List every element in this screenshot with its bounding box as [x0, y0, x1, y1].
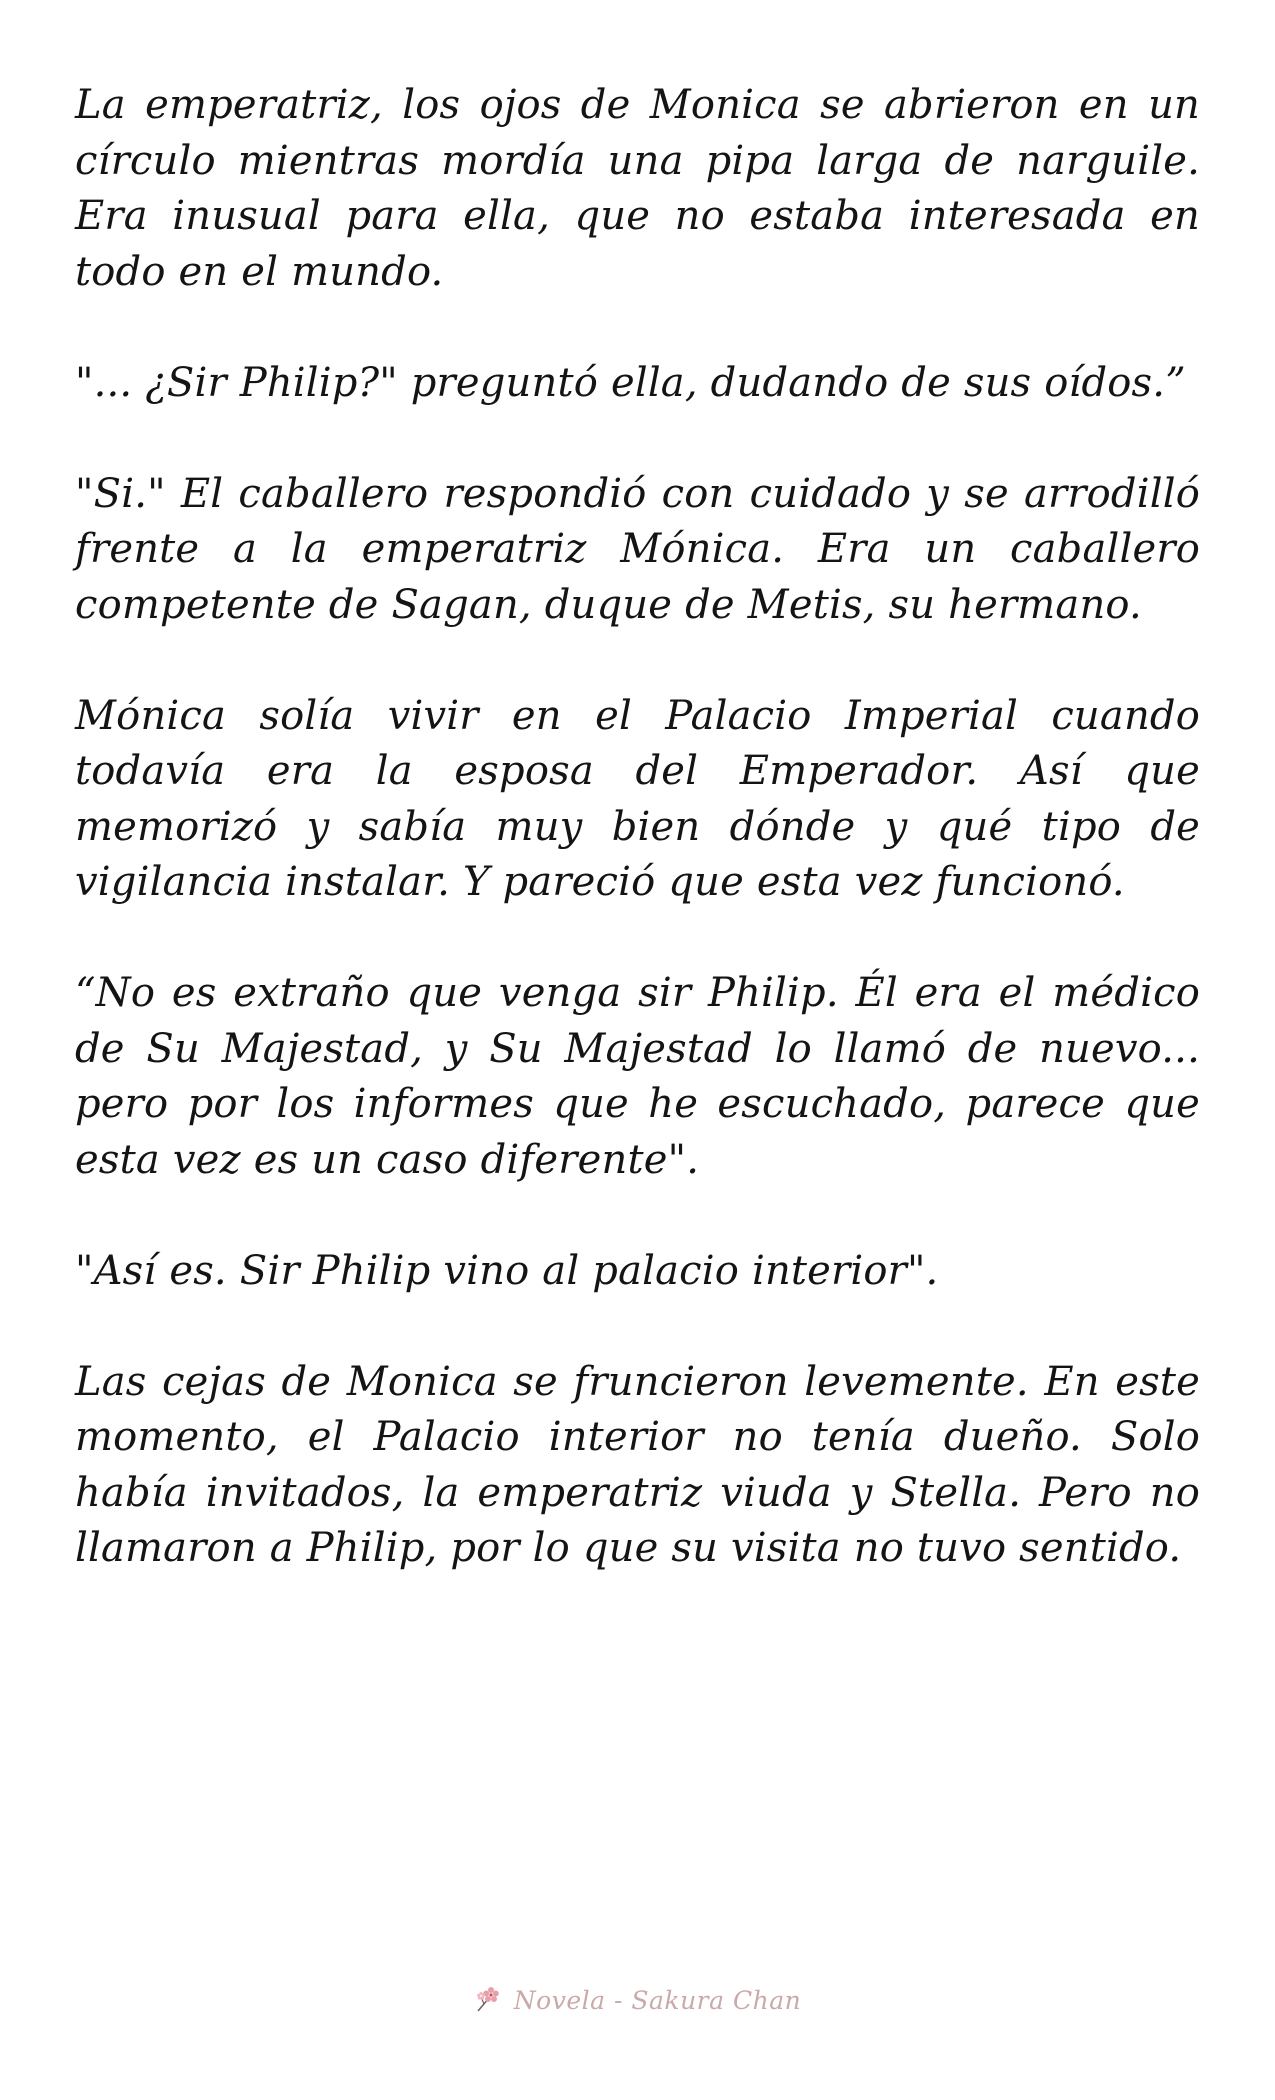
paragraph-5: “No es extraño que venga sir Philip. Él era el médico de Su Majestad, y Su Majestad lo llamó de nuevo... pero por los informes que he escuchado, parece que esta vez es un caso diferente". — [75, 970, 1200, 1183]
document-body — [75, 78, 1200, 1632]
paragraph-2: "... ¿Sir Philip?" preguntó ella, dudando de sus oídos.” — [75, 359, 1186, 406]
sakura-blossom-icon — [474, 1985, 504, 2015]
footer-watermark — [0, 1985, 1275, 2025]
paragraph-7: Las cejas de Monica se fruncieron levemente. En este momento, el Palacio interior no tenía dueño. Solo había invitados, la emperatriz viuda y Stella. Pero no llamaron a Philip, por lo que su visita no tuvo sentido. — [75, 1358, 1200, 1571]
paragraph-3: "Si." El caballero respondió con cuidado y se arrodilló frente a la emperatriz Mónica. Era un caballero competente de Sagan, duque de Metis, su hermano. — [75, 470, 1200, 628]
footer-text: Novela - Sakura Chan — [513, 1985, 802, 2015]
paragraph-4: Mónica solía vivir en el Palacio Imperial cuando todavía era la esposa del Emperador. Así que memorizó y sabía muy bien dónde y qué tipo de vigilancia instalar. Y pareció que esta vez funcionó. — [75, 692, 1200, 905]
footer-content — [474, 1985, 801, 2015]
paragraph-6: "Así es. Sir Philip vino al palacio interior". — [75, 1247, 939, 1294]
paragraph-1: La emperatriz, los ojos de Monica se abrieron en un círculo mientras mordía una pipa larga de narguile. Era inusual para ella, que no estaba interesada en todo en el mundo. — [75, 82, 1200, 295]
